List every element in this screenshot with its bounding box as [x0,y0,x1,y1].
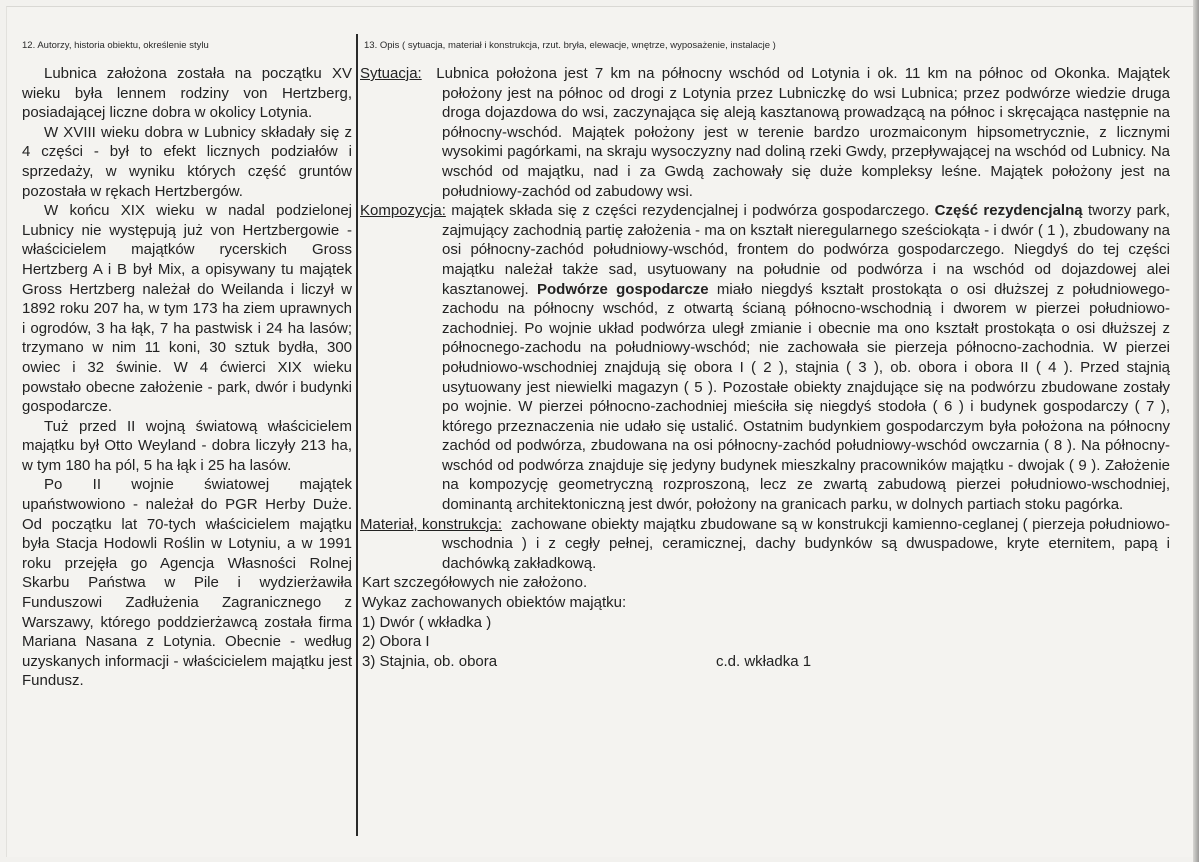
history-column [22,40,352,691]
wykaz-heading: Wykaz zachowanych obiektów majątku: [362,594,627,612]
scan-edge-shadow [1193,0,1199,862]
karty-note: Kart szczegółowych nie założono. [362,574,588,592]
sytuacja-text: Lubnica położona jest 7 km na północny wschód od Lotynia i ok. 11 km na północ od Okonka. Majątek położony jest na północ od drogi z Lotynia przez Lubniczkę do wsi Lubnica; przez podwórze wiedzie druga droga dojazdowa do wsi, zaczynająca się aleją kasztanową prowadzącą na północ i skręcająca następnie na północny-wschód. Majątek położony jest w terenie bardzo urozmaiconym hipsometrycznie, z licznymi wysokimi pagórkami, na skraju wysoczyzny nad doliną rzeki Gwdy, przepływającej na wschód od Lubnicy. Na wschód od majątku, nad i za Gwdą zachowały się duże kompleksy leśne. Majątek położony jest na południowy-zachód od zabudowy wsi. [436,65,1170,200]
list-item-text: 2) Obora I [362,633,430,651]
column-divider [356,34,358,836]
history-paragraph: W XVIII wieku dobra w Lubnicy składały się z 4 części - był to efekt licznych podziałów i sprzedaży, w wyniku których część gruntów pozostała w rękach Hertzbergów. [22,123,352,200]
section-kompozycja [360,201,1170,515]
kompozycja-bold-1: Część rezydencjalną [934,202,1083,220]
kompozycja-label: Kompozycja: [360,202,446,220]
history-header: 12. Autorzy, historia obiektu, określenie stylu [22,40,209,51]
material-text: zachowane obiekty majątku zbudowane są w konstrukcji kamienno-ceglanej ( pierzeja południowo-wschodnia ) i z cegły pełnej, ceramicznej, dachy budynków są dwuspadowe, kryte eternitem, papą i dachówką zakładkową. [442,515,1171,572]
sytuacja-label: Sytuacja: [360,65,422,82]
history-paragraph: Tuż przed II wojną światową właścicielem majątku był Otto Weyland - dobra liczyły 213 ha, w tym 180 ha pól, 5 ha łąk i 25 ha lasów. [22,417,352,474]
kompozycja-text-2: tworzy park, zajmujący zachodnią partię założenia - ma on kształt nieregularnego sześciokąta - i dwór ( 1 ), zbudowany na osi północny-zachód południowy-wschód, frontem do podwórza gospodarczego. Niegdyś do tej części majątku należał także sad, usytuowany na południe od podwórza i na wschód od dojazdowej alei kasztanowej. [442,202,1171,298]
list-item-text: 3) Stajnia, ob. obora [362,652,498,670]
material-label: Materiał, konstrukcja: [360,515,503,533]
description-text [360,64,1170,671]
list-item-text: 1) Dwór ( wkładka ) [362,613,492,631]
list-item [360,652,1170,672]
list-item [360,613,1170,633]
history-text [22,64,352,691]
description-header: 13. Opis ( sytuacja, materiał i konstrukcja, rzut. bryła, elewacje, wnętrze, wyposażenie, instalacje ) [364,40,776,51]
history-paragraph: W końcu XIX wieku w nadal podzielonej Lubnicy nie występują już von Hertzbergowie - właścicielem majątków rycerskich Gross Hertzberg A i B był Mix, a opisywany tu majątek Gross Hertzberg należał do Weilanda i liczył w 1892 roku 207 ha, w tym 173 ha ziem uprawnych i ogrodów, 3 ha łąk, 7 ha pastwisk i 24 ha lasów; trzymano w nim 11 koni, 30 sztuk bydła, 300 owiec i 32 świnie. W 4 ćwierci XIX wieku powstało obecne założenie - park, dwór i budynki gospodarcze. [22,202,352,416]
continuation-note: c.d. wkładka 1 [716,652,812,670]
history-paragraph: Lubnica założona została na początku XV wieku była lennem rodziny von Hertzberg, posiadającej liczne dobra w okolicy Lotynia. [22,65,352,122]
kompozycja-text-1: majątek składa się z części rezydencjalnej i podwórza gospodarczego. [451,202,930,220]
kompozycja-text-3: miało niegdyś kształt prostokąta o osi dłuższej z południowego-zachodu na północny wschód, z otwartą ścianą północno-wschodnią i dworem w pierzei południowo-zachodniej. Po wojnie układ podwórza uległ zmianie i obecnie ma ono kształt prostokąta o osi dłuższej z północnego-zachodu na południowy-wschód; nie zachowała sie pierzeja północno-zachodnia. W pierzei południowo-wschodniej znajdują się obora I ( 2 ), stajnia ( 3 ), ob. obora i obora II ( 4 ). Przed stajnią usytuowany jest niewielki magazyn ( 5 ). Pozostałe obiekty znajdujące się na podwórzu zbudowane zostały po wojnie. W pierzei północno-zachodniej mieściła się niegdyś stodoła ( 6 ) i budynek gospodarczy ( 7 ), którego przeznaczenia nie udało się ustalić. Ostatnim budynkiem gospodarczym była położona na północny zachód od podwórza, zbudowana na osi północny-zachód południowy-wschód owczarnia ( 8 ). Na północny-wschód od podwórza znajduje się jedyny budynek mieszkalny pracowników majątku - dwojak ( 9 ). Założenie na kompozycję geometryczną rozproszoną, lecz ze zwartą zabudową pierzei południowo-wschodniej, dominantą architektoniczną jest dwór, położony na granicach parku, w dolnych partiach stoku pagórka. [442,280,1170,514]
list-item [360,632,1170,652]
kompozycja-bold-2: Podwórze gospodarcze [537,280,709,298]
history-paragraph: Po II wojnie światowej majątek upaństwowiono - należał do PGR Herby Duże. Od początku lat 70-tych właścicielem majątku była Stacja Hodowli Roślin w Lotyniu, a w 1991 roku przejęła go Agencja Własności Rolnej Skarbu Państwa w Pile i wydzierżawiła Funduszowi Zadłużenia Zagranicznego z Warszawy, którego poddzierżawcą została firma Mariana Nasana z Lotynia. Obecnie - według uzyskanych informacji - właścicielem majątku jest Fundusz. [22,476,352,690]
section-material [360,515,1170,574]
description-column [360,40,1170,671]
section-sytuacja [360,64,1170,201]
